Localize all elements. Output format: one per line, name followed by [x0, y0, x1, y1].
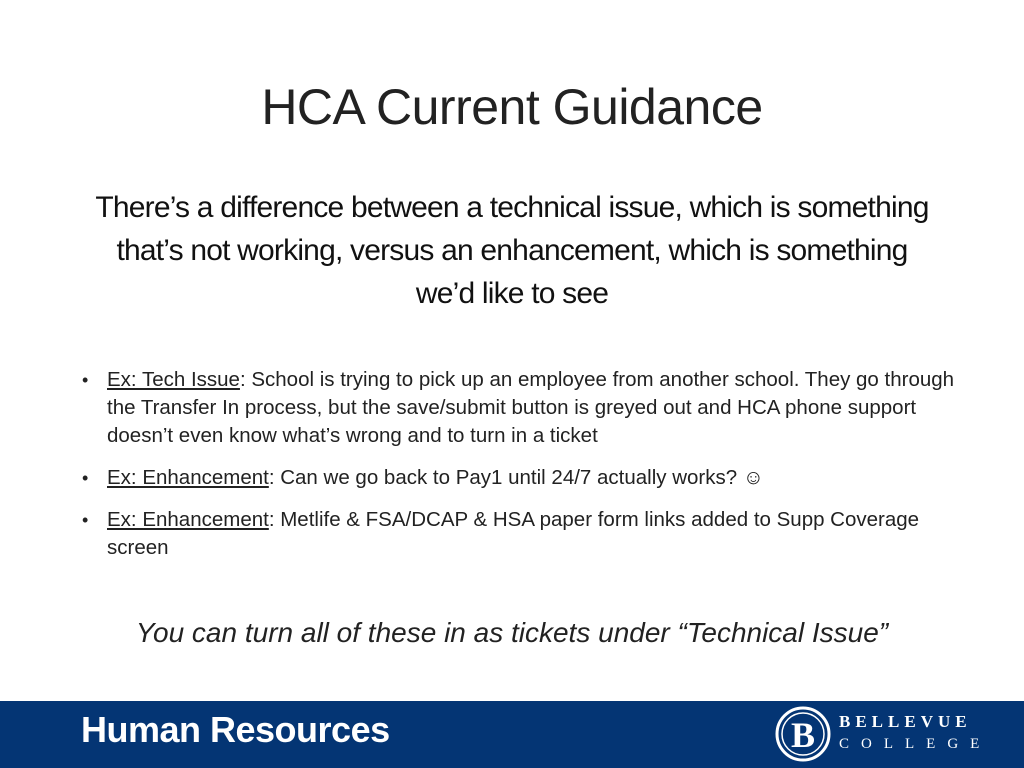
bullet-dot: •	[82, 370, 89, 390]
college-logo	[775, 706, 995, 762]
bullet-text: : Metlife & FSA/DCAP & HSA paper form links added to Supp Coverage screen	[107, 508, 920, 559]
logo-line-2: COLLEGE	[839, 736, 992, 752]
slide-subtitle: There’s a difference between a technical issue, which is something that’s not working, versus an enhancement, which is something we’d like to see	[95, 191, 929, 310]
footer-title: Human Resources	[81, 709, 390, 750]
bullet-item	[80, 366, 960, 450]
college-seal-letter: B	[790, 715, 816, 755]
bullet-list	[80, 366, 960, 576]
slide-title: HCA Current Guidance	[261, 79, 763, 135]
college-seal-icon	[775, 706, 831, 762]
bullet-label: Ex: Enhancement	[107, 508, 269, 531]
footer-bar	[0, 701, 1024, 768]
bullet-text: : School is trying to pick up an employee from another school. They go through the Transfer In process, but the save/submit button is greyed out and HCA phone support doesn’t even know what’s wrong and to turn in a ticket	[107, 368, 955, 447]
slide-footnote: You can turn all of these in as tickets under “Technical Issue”	[135, 617, 889, 648]
logo-line-1: BELLEVUE	[839, 712, 972, 731]
bullet-item	[80, 506, 960, 562]
bullet-label: Ex: Tech Issue	[107, 368, 240, 391]
bullet-dot: •	[82, 510, 89, 530]
bullet-dot: •	[82, 468, 89, 488]
bullet-label: Ex: Enhancement	[107, 466, 269, 489]
bullet-item	[80, 464, 960, 492]
bullet-text: : Can we go back to Pay1 until 24/7 actually works? ☺	[268, 466, 764, 489]
